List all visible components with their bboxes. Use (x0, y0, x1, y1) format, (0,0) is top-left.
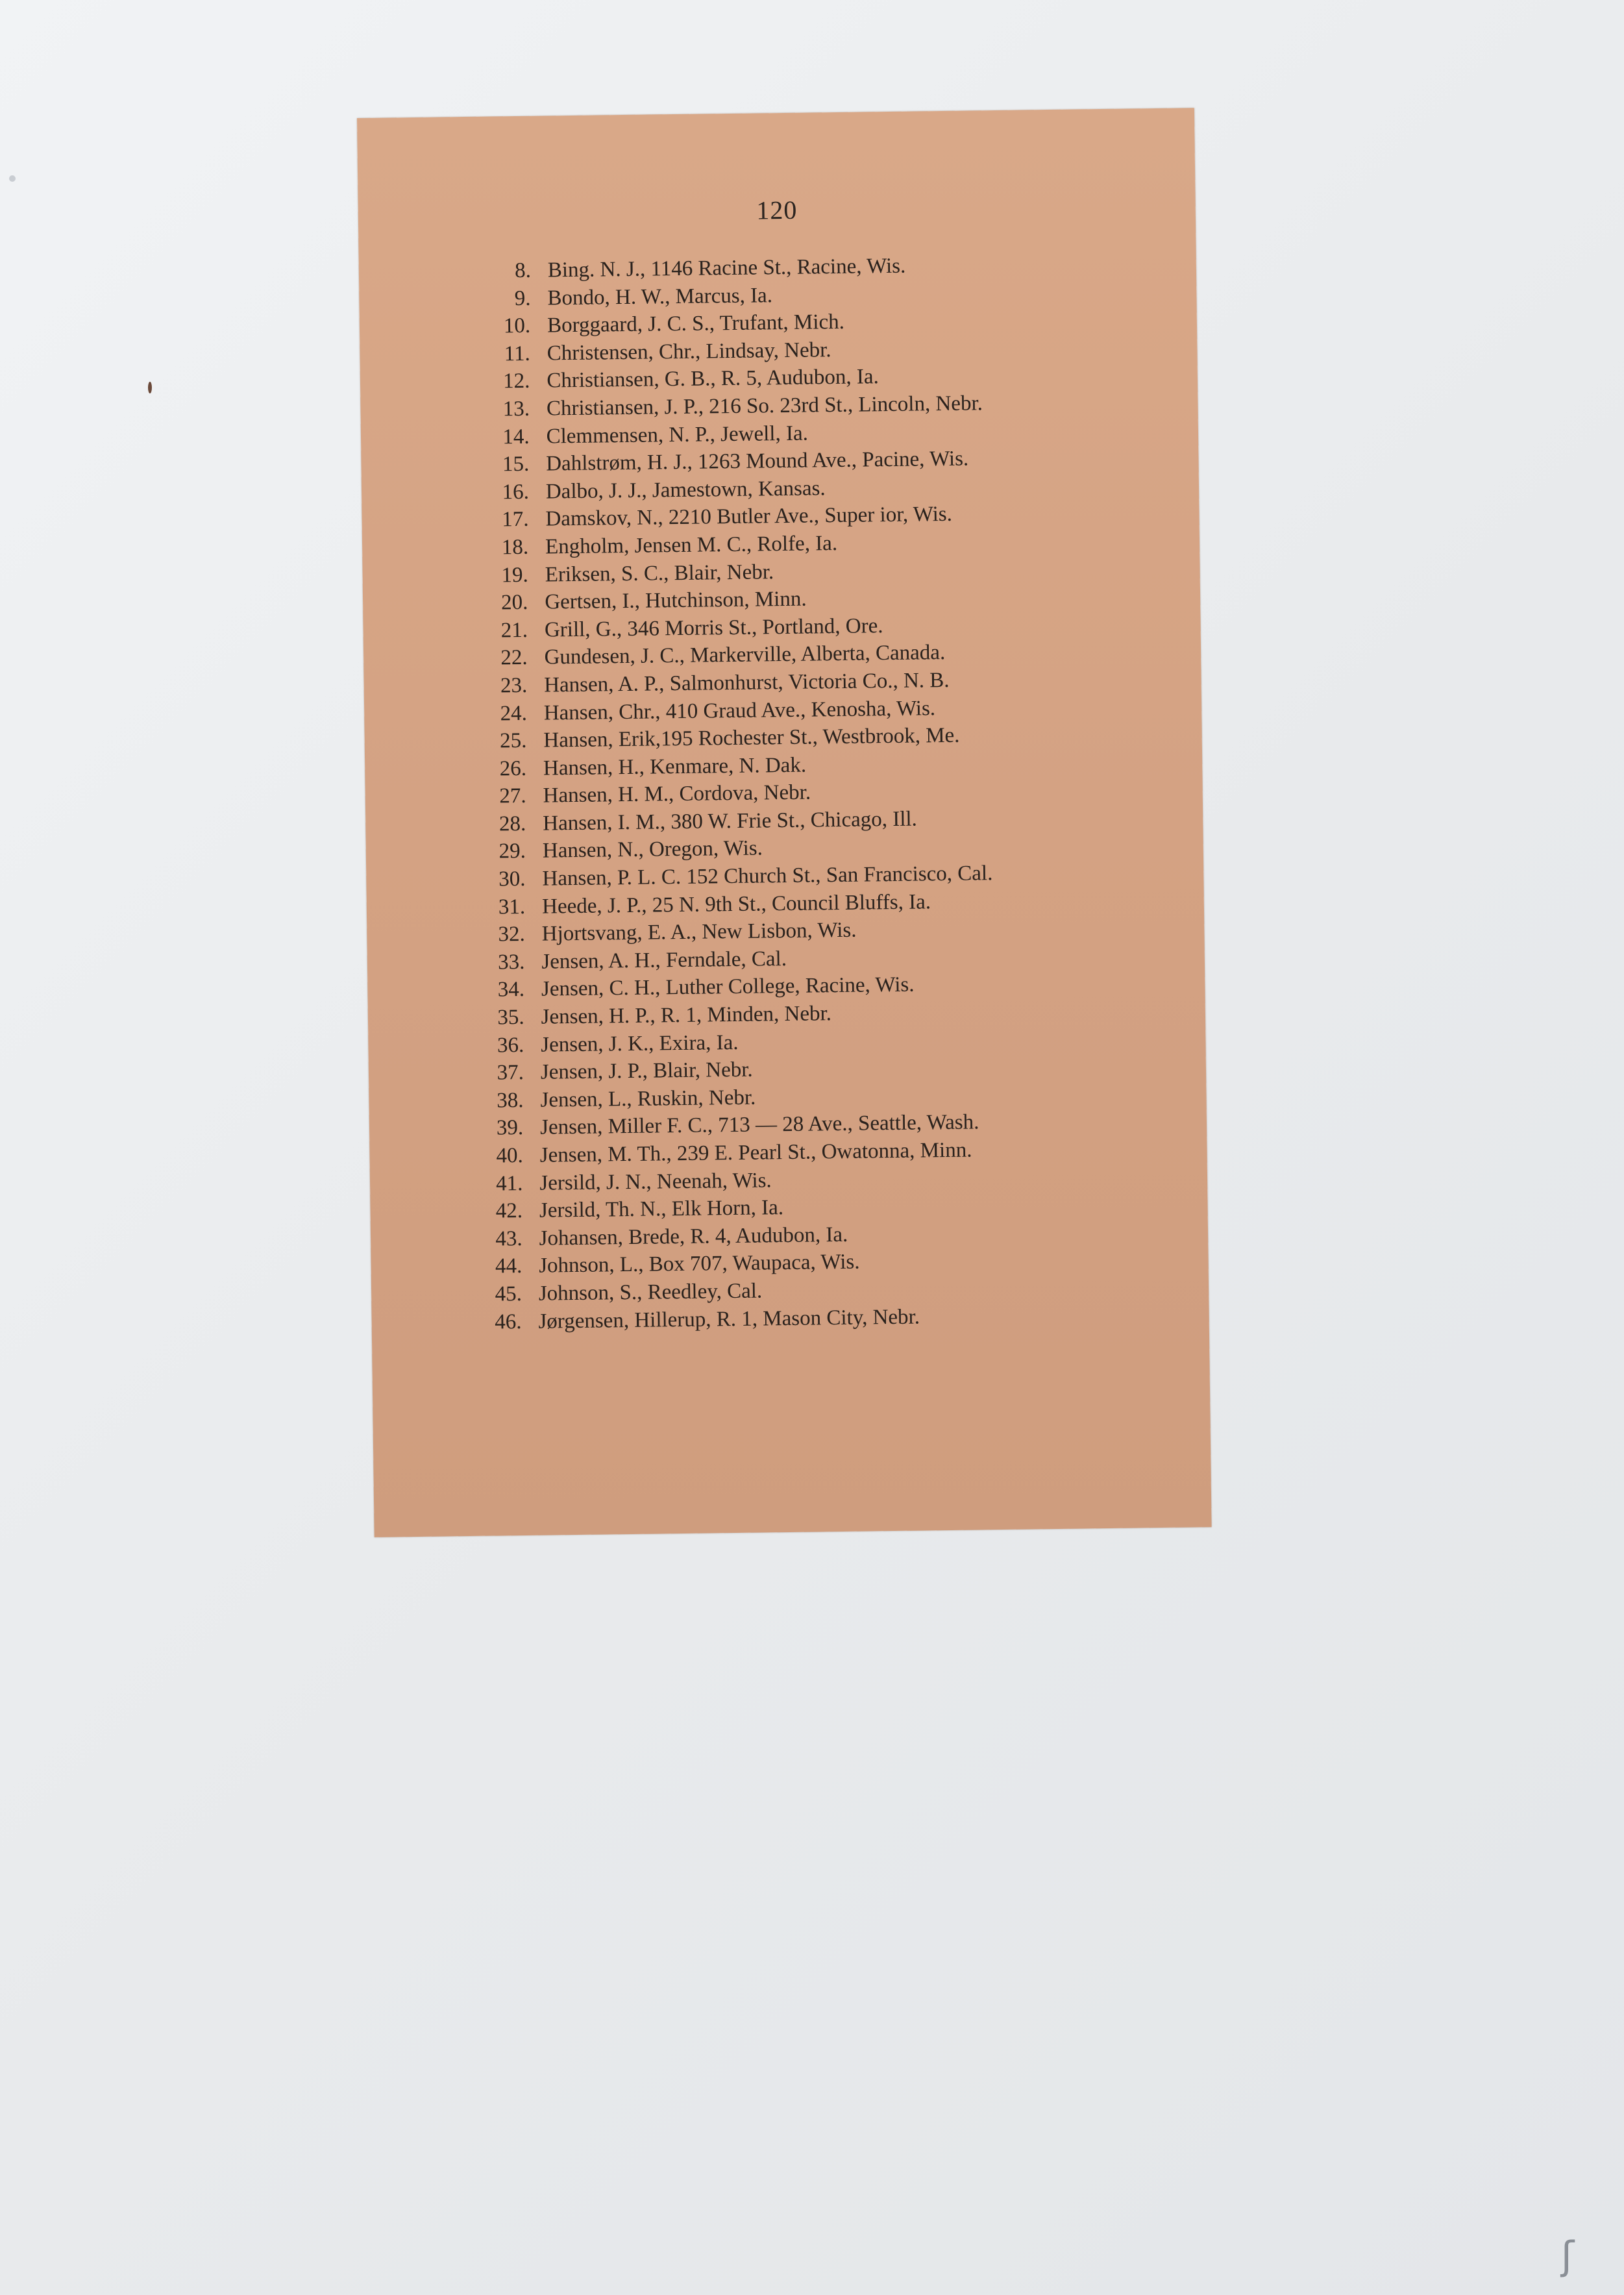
entry-text: Johnson, S., Reedley, Cal. (538, 1279, 763, 1306)
entry-text: Jensen, J. P., Blair, Nebr. (540, 1058, 753, 1084)
entry-number: 39. (496, 1116, 524, 1140)
entry-number: 46. (494, 1309, 522, 1334)
entry-number: 31. (498, 895, 526, 919)
entry-number: 43. (495, 1226, 523, 1251)
entry-text: Jørgensen, Hillerup, R. 1, Mason City, Nebr. (538, 1305, 920, 1334)
entry-number: 44. (495, 1254, 523, 1278)
entry-number: 10. (503, 314, 531, 338)
entry-number: 37. (497, 1061, 524, 1085)
entry-text: Jensen, L., Ruskin, Nebr. (540, 1085, 756, 1112)
entry-number: 9. (514, 286, 531, 310)
entry-number: 38. (497, 1088, 524, 1113)
entry-number: 34. (497, 978, 525, 1002)
entry-text: Hansen, N., Oregon, Wis. (542, 836, 763, 863)
entry-number: 16. (502, 480, 530, 504)
entry-number: 41. (495, 1171, 523, 1196)
entry-text: Gertsen, I., Hutchinson, Minn. (545, 587, 807, 614)
entry-text: Dalbo, J. J., Jamestown, Kansas. (545, 476, 826, 504)
entry-number: 15. (502, 452, 530, 477)
entry-text: Gundesen, J. C., Markerville, Alberta, Canada. (544, 641, 946, 669)
page-number: 120 (756, 195, 798, 225)
entry-text: Engholm, Jensen M. C., Rolfe, Ia. (545, 531, 838, 559)
entry-number: 22. (500, 646, 528, 670)
entry-text: Hansen, Chr., 410 Graud Ave., Kenosha, Wis. (543, 696, 936, 725)
entry-text: Johansen, Brede, R. 4, Audubon, Ia. (539, 1222, 848, 1250)
entry-text: Hjortsvang, E. A., New Lisbon, Wis. (541, 918, 857, 946)
entry-number: 24. (500, 701, 528, 725)
entry-number: 35. (497, 1005, 524, 1030)
entry-number: 13. (502, 397, 530, 421)
entry-text: Jensen, J. K., Exira, Ia. (541, 1030, 739, 1057)
entry-number: 30. (498, 867, 526, 891)
entry-number: 40. (496, 1143, 523, 1168)
corner-scan-mark: ʃ (1561, 2233, 1575, 2279)
entry-text: Jensen, M. Th., 239 E. Pearl St., Owatonna, Minn. (539, 1138, 972, 1167)
entry-number: 19. (501, 563, 528, 587)
entry-text: Heede, J. P., 25 N. 9th St., Council Bluffs, Ia. (541, 889, 931, 919)
entry-text: Christiansen, J. P., 216 So. 23rd St., Lincoln, Nebr. (546, 391, 983, 421)
entry-text: Jensen, C. H., Luther College, Racine, Wis. (541, 973, 915, 1002)
entry-number: 8. (514, 258, 532, 283)
entry-text: Clemmensen, N. P., Jewell, Ia. (546, 421, 809, 449)
entry-text: Dahlstrøm, H. J., 1263 Mound Ave., Pacine, Wis. (546, 447, 969, 476)
entry-number: 32. (498, 923, 525, 947)
entry-text: Hansen, I. M., 380 W. Frie St., Chicago, Ill. (543, 807, 918, 836)
entry-text: Jensen, A. H., Ferndale, Cal. (541, 947, 787, 974)
entry-text: Jersild, Th. N., Elk Horn, Ia. (539, 1196, 784, 1222)
entry-text: Jensen, H. P., R. 1, Minden, Nebr. (541, 1002, 832, 1029)
entry-number: 26. (499, 756, 527, 781)
entry-number: 25. (499, 728, 527, 753)
entry-text: Bing. N. J., 1146 Racine St., Racine, Wis. (547, 254, 906, 282)
entry-text: Bondo, H. W., Marcus, Ia. (547, 283, 773, 310)
entry-text: Hansen, Erik,195 Rochester St., Westbrook, Me. (543, 723, 960, 752)
entry-text: Hansen, H. M., Cordova, Nebr. (543, 780, 811, 808)
entry-number: 17. (502, 508, 529, 532)
entry-text: Hansen, P. L. C. 152 Church St., San Francisco, Cal. (542, 862, 993, 891)
entry-number: 27. (499, 784, 526, 808)
entry-text: Grill, G., 346 Morris St., Portland, Ore. (544, 614, 883, 642)
entry-text: Damskov, N., 2210 Butler Ave., Super ior, Wis. (545, 502, 953, 531)
member-list (473, 251, 1187, 1338)
entry-number: 45. (495, 1282, 523, 1306)
entry-text: Johnson, L., Box 707, Waupaca, Wis. (539, 1250, 860, 1278)
entry-number: 33. (497, 950, 525, 974)
entry-number: 36. (497, 1033, 524, 1058)
entry-number: 18. (501, 535, 529, 560)
entry-number: 20. (500, 590, 528, 615)
entry-text: Eriksen, S. C., Blair, Nebr. (545, 560, 774, 587)
entry-number: 14. (502, 425, 530, 449)
entry-number: 23. (500, 673, 528, 698)
dust-speck (9, 175, 16, 182)
entry-text: Christensen, Chr., Lindsay, Nebr. (547, 338, 831, 366)
entry-number: 42. (495, 1199, 523, 1223)
entry-text: Jersild, J. N., Neenah, Wis. (539, 1168, 772, 1195)
entry-text: Hansen, H., Kenmare, N. Dak. (543, 753, 807, 780)
entry-number: 28. (498, 812, 526, 836)
entry-text: Christiansen, G. B., R. 5, Audubon, Ia. (547, 365, 880, 393)
entry-number: 11. (504, 341, 530, 366)
entry-text: Jensen, Miller F. C., 713 — 28 Ave., Seattle, Wash. (539, 1110, 979, 1140)
entry-number: 29. (498, 839, 526, 863)
entry-text: Borggaard, J. C. S., Trufant, Mich. (547, 310, 845, 338)
entry-number: 12. (502, 369, 530, 393)
dust-speck (148, 382, 152, 393)
entry-number: 21. (500, 618, 528, 643)
entry-text: Hansen, A. P., Salmonhurst, Victoria Co., N. B. (543, 668, 950, 697)
document-page (357, 108, 1212, 1537)
